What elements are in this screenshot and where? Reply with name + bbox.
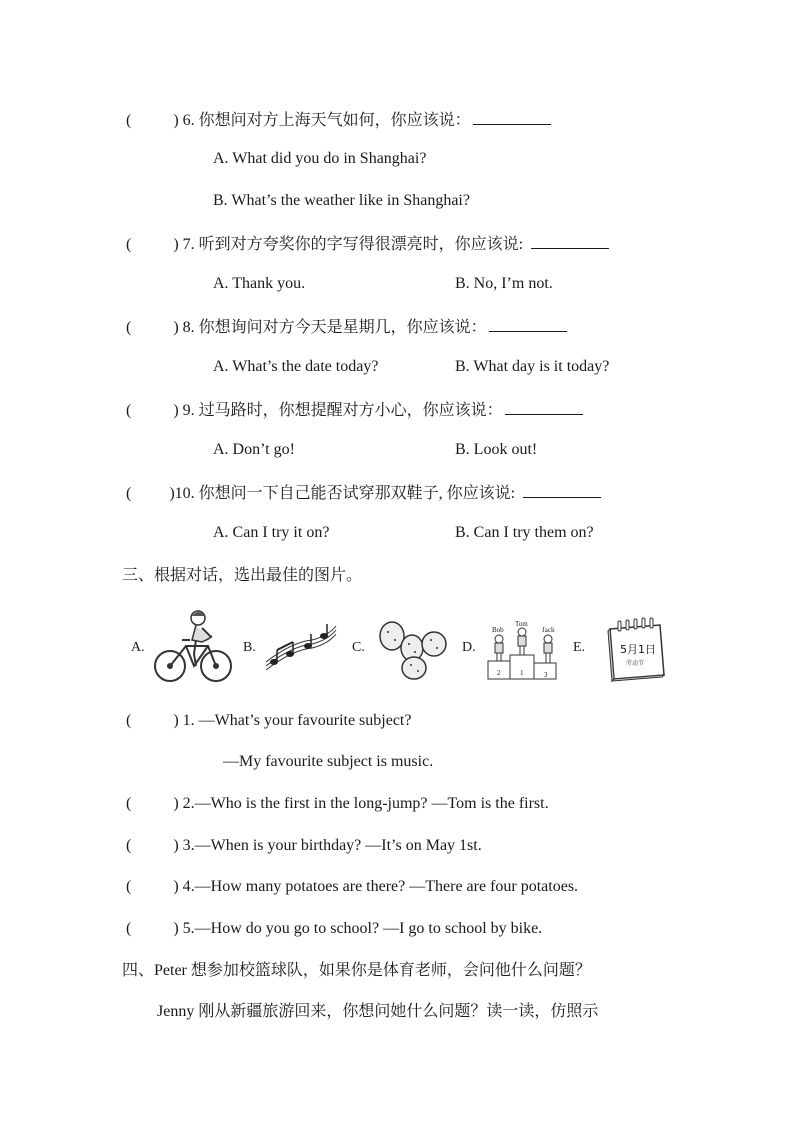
option-a: A. What’s the date today? <box>213 358 379 375</box>
answer-paren-close: ) <box>173 837 179 854</box>
answer-paren-close: ) <box>173 878 179 895</box>
question-number: 7. <box>182 236 195 253</box>
answer-paren-close: ) <box>173 712 179 729</box>
question-prompt: 过马路时，你想提醒对方小心，你应该说： <box>198 402 503 419</box>
option-b: B. No, I’m not. <box>455 275 553 292</box>
dialogue-number: 3. <box>182 837 195 854</box>
question-7-stem <box>126 232 609 255</box>
calendar-icon <box>604 617 666 683</box>
answer-paren-close: ) <box>169 485 175 502</box>
question-6-stem <box>126 108 551 131</box>
podium-name-bob: Bob <box>492 626 504 634</box>
answer-paren-open[interactable]: ( <box>126 878 132 895</box>
dialogue-1-stem <box>126 711 411 731</box>
calendar-date: 5月1日 <box>620 643 656 656</box>
calendar-note: 劳动节 <box>626 660 645 667</box>
potatoes-icon <box>378 620 450 682</box>
answer-paren-open[interactable]: ( <box>126 319 132 336</box>
answer-paren-open[interactable]: ( <box>126 402 132 419</box>
answer-paren-open[interactable]: ( <box>126 920 132 937</box>
dialogue-line: —How many potatoes are there? —There are four potatoes. <box>194 878 579 895</box>
answer-paren-close: ) <box>173 402 179 419</box>
music-notes-icon <box>262 622 338 672</box>
answer-paren-close: ) <box>173 319 179 336</box>
boy-on-bicycle-icon <box>152 610 234 686</box>
section-3-heading: 三、根据对话，选出最佳的图片。 <box>122 567 363 584</box>
option-b: B. Look out! <box>455 441 538 458</box>
answer-paren-open[interactable]: ( <box>126 236 132 253</box>
dialogue-line-2: —My favourite subject is music. <box>223 753 434 770</box>
podium-place-1: 1 <box>520 669 524 677</box>
option-b: B. Can I try them on? <box>455 524 594 541</box>
dialogue-4 <box>126 877 578 897</box>
answer-paren-close: ) <box>173 236 179 253</box>
answer-blank[interactable] <box>531 232 609 249</box>
answer-paren-close: ) <box>173 112 179 129</box>
question-prompt: 你想询问对方今天是星期几，你应该说： <box>198 319 487 336</box>
picture-d-label: D. <box>462 640 476 655</box>
question-prompt: 你想问一下自己能否试穿那双鞋子, 你应该说: <box>198 485 516 502</box>
section-4-heading: 四、Peter 想参加校篮球队，如果你是体育老师，会问他什么问题？ <box>122 962 591 979</box>
podium-icon <box>484 615 560 681</box>
option-a: A. What did you do in Shanghai? <box>213 150 427 167</box>
answer-paren-close: ) <box>173 920 179 937</box>
question-8-stem <box>126 315 567 338</box>
answer-paren-open[interactable]: ( <box>126 112 132 129</box>
dialogue-number: 1. <box>182 712 195 729</box>
dialogue-line: —Who is the first in the long-jump? —Tom is the first. <box>194 795 549 812</box>
dialogue-number: 5. <box>182 920 195 937</box>
dialogue-number: 2. <box>182 795 195 812</box>
option-a: A. Thank you. <box>213 275 306 292</box>
answer-paren-open[interactable]: ( <box>126 837 132 854</box>
dialogue-5 <box>126 919 542 939</box>
answer-paren-close: ) <box>173 795 179 812</box>
dialogue-2 <box>126 794 549 814</box>
answer-paren-open[interactable]: ( <box>126 712 132 729</box>
option-a: A. Don’t go! <box>213 441 295 458</box>
section-4-line-2: Jenny 刚从新疆旅游回来，你想问她什么问题？读一读，仿照示 <box>157 1003 599 1020</box>
picture-a-label: A. <box>131 640 145 655</box>
podium-name-tom: Tom <box>515 620 528 628</box>
podium-place-3: 3 <box>544 671 548 679</box>
option-b: B. What day is it today? <box>455 358 610 375</box>
option-a: A. Can I try it on? <box>213 524 330 541</box>
picture-b-label: B. <box>243 640 256 655</box>
dialogue-line: —How do you go to school? —I go to school by bike. <box>194 920 543 937</box>
picture-c-label: C. <box>352 640 365 655</box>
question-10-stem <box>126 481 601 504</box>
answer-blank[interactable] <box>489 315 567 332</box>
answer-paren-open[interactable]: ( <box>126 795 132 812</box>
dialogue-line: —When is your birthday? —It’s on May 1st. <box>194 837 482 854</box>
answer-paren-open[interactable]: ( <box>126 485 132 502</box>
question-number: 10. <box>174 485 195 502</box>
question-9-stem <box>126 398 583 421</box>
question-number: 9. <box>182 402 195 419</box>
option-b: B. What’s the weather like in Shanghai? <box>213 192 470 209</box>
picture-e-label: E. <box>573 640 586 655</box>
answer-blank[interactable] <box>523 481 601 498</box>
question-prompt: 你想问对方上海天气如何，你应该说： <box>198 112 471 129</box>
dialogue-number: 4. <box>182 878 195 895</box>
dialogue-line: —What’s your favourite subject? <box>198 712 412 729</box>
question-number: 6. <box>182 112 195 129</box>
answer-blank[interactable] <box>473 108 551 125</box>
podium-place-2: 2 <box>497 669 501 677</box>
question-prompt: 听到对方夸奖你的字写得很漂亮时，你应该说: <box>198 236 524 253</box>
dialogue-3 <box>126 836 482 856</box>
question-number: 8. <box>182 319 195 336</box>
podium-name-jack: Jack <box>542 626 555 634</box>
answer-blank[interactable] <box>505 398 583 415</box>
